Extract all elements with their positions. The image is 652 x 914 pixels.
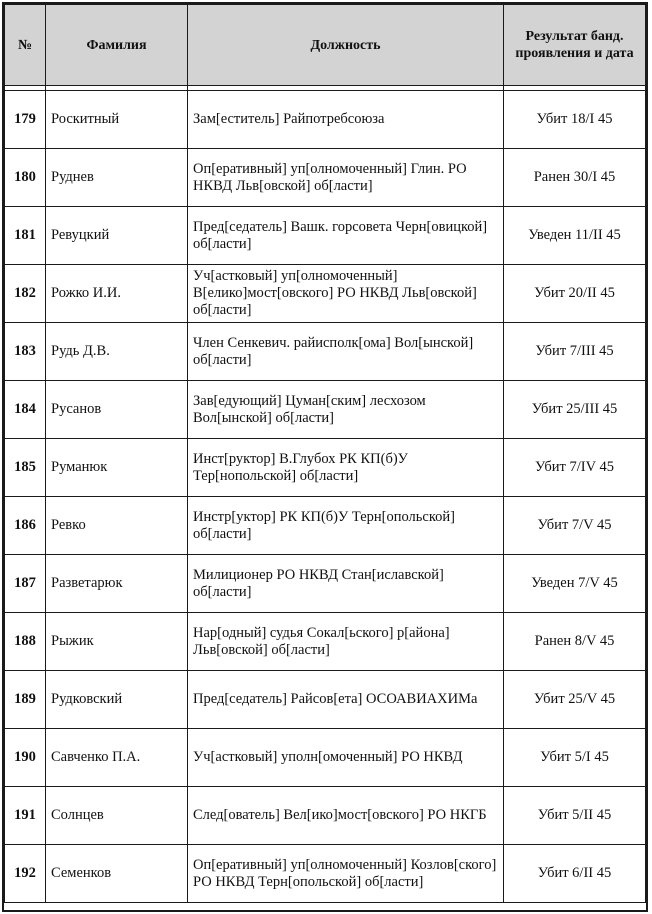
row-position: Инстр[уктор] РК КП(б)У Терн[опольской] об[ласти] <box>188 497 504 555</box>
row-surname: Рожко И.И. <box>46 265 188 323</box>
row-number: 191 <box>5 787 46 845</box>
row-surname: Ревуцкий <box>46 207 188 265</box>
row-surname: Руднев <box>46 149 188 207</box>
row-position: Член Сенкевич. райисполк[ома] Вол[ынской] об[ласти] <box>188 323 504 381</box>
table-row <box>5 439 646 497</box>
row-position: Оп[еративный] уп[олномоченный] Глин. РО НКВД Льв[овской] об[ласти] <box>188 149 504 207</box>
table-row <box>5 381 646 439</box>
row-result: Убит 7/IV 45 <box>504 439 646 497</box>
row-result: Убит 6/II 45 <box>504 845 646 903</box>
row-result: Убит 7/V 45 <box>504 497 646 555</box>
row-position: Уч[астковый] уп[олномоченный] В[елико]мост[овского] РО НКВД Льв[овской] об[ласти] <box>188 265 504 323</box>
table-row <box>5 729 646 787</box>
row-surname: Роскитный <box>46 91 188 149</box>
row-number: 190 <box>5 729 46 787</box>
row-position: Милиционер РО НКВД Стан[иславской] об[ласти] <box>188 555 504 613</box>
table-row <box>5 497 646 555</box>
table-row <box>5 265 646 323</box>
header-position: Должность <box>188 5 504 86</box>
casualty-table-container <box>2 2 648 912</box>
row-number: 184 <box>5 381 46 439</box>
row-number: 183 <box>5 323 46 381</box>
header-name: Фамилия <box>46 5 188 86</box>
row-surname: Разветарюк <box>46 555 188 613</box>
row-number: 181 <box>5 207 46 265</box>
header-num: № <box>5 5 46 86</box>
row-result: Ранен 8/V 45 <box>504 613 646 671</box>
table-row <box>5 787 646 845</box>
table-header <box>5 5 646 86</box>
row-surname: Руманюк <box>46 439 188 497</box>
row-result: Убит 7/III 45 <box>504 323 646 381</box>
row-result: Убит 18/I 45 <box>504 91 646 149</box>
row-number: 188 <box>5 613 46 671</box>
table-row <box>5 149 646 207</box>
row-result: Уведен 11/II 45 <box>504 207 646 265</box>
table-row <box>5 613 646 671</box>
row-number: 179 <box>5 91 46 149</box>
table-row <box>5 323 646 381</box>
casualty-table <box>4 4 646 903</box>
table-row <box>5 91 646 149</box>
row-number: 185 <box>5 439 46 497</box>
row-surname: Рудковский <box>46 671 188 729</box>
row-position: Пред[седатель] Вашк. горсовета Черн[овицкой] об[ласти] <box>188 207 504 265</box>
row-result: Убит 25/V 45 <box>504 671 646 729</box>
row-surname: Солнцев <box>46 787 188 845</box>
row-surname: Рудь Д.В. <box>46 323 188 381</box>
table-row <box>5 555 646 613</box>
table-row <box>5 207 646 265</box>
row-position: Зам[еститель] Райпотребсоюза <box>188 91 504 149</box>
row-position: След[ователь] Вел[ико]мост[овского] РО НКГБ <box>188 787 504 845</box>
row-position: Инст[руктор] В.Глубох РК КП(б)У Тер[нопольской] об[ласти] <box>188 439 504 497</box>
row-position: Уч[астковый] уполн[омоченный] РО НКВД <box>188 729 504 787</box>
row-surname: Семенков <box>46 845 188 903</box>
row-number: 189 <box>5 671 46 729</box>
row-number: 192 <box>5 845 46 903</box>
row-result: Убит 5/I 45 <box>504 729 646 787</box>
row-result: Убит 25/III 45 <box>504 381 646 439</box>
row-position: Оп[еративный] уп[олномоченный] Козлов[ского] РО НКВД Терн[опольской] об[ласти] <box>188 845 504 903</box>
row-surname: Русанов <box>46 381 188 439</box>
row-position: Пред[седатель] Райсов[ета] ОСОАВИАХИМа <box>188 671 504 729</box>
row-number: 186 <box>5 497 46 555</box>
table-row <box>5 671 646 729</box>
row-surname: Ревко <box>46 497 188 555</box>
row-surname: Савченко П.А. <box>46 729 188 787</box>
row-number: 182 <box>5 265 46 323</box>
row-result: Убит 5/II 45 <box>504 787 646 845</box>
row-result: Уведен 7/V 45 <box>504 555 646 613</box>
row-number: 187 <box>5 555 46 613</box>
row-position: Зав[едующий] Цуман[ским] лесхозом Вол[ынской] об[ласти] <box>188 381 504 439</box>
row-surname: Рыжик <box>46 613 188 671</box>
row-result: Ранен 30/I 45 <box>504 149 646 207</box>
header-row <box>5 5 646 86</box>
row-position: Нар[одный] судья Сокал[ьского] р[айона] Льв[овской] об[ласти] <box>188 613 504 671</box>
table-body <box>5 86 646 903</box>
row-number: 180 <box>5 149 46 207</box>
table-row <box>5 845 646 903</box>
header-result: Результат банд. проявления и дата <box>504 5 646 86</box>
row-result: Убит 20/II 45 <box>504 265 646 323</box>
